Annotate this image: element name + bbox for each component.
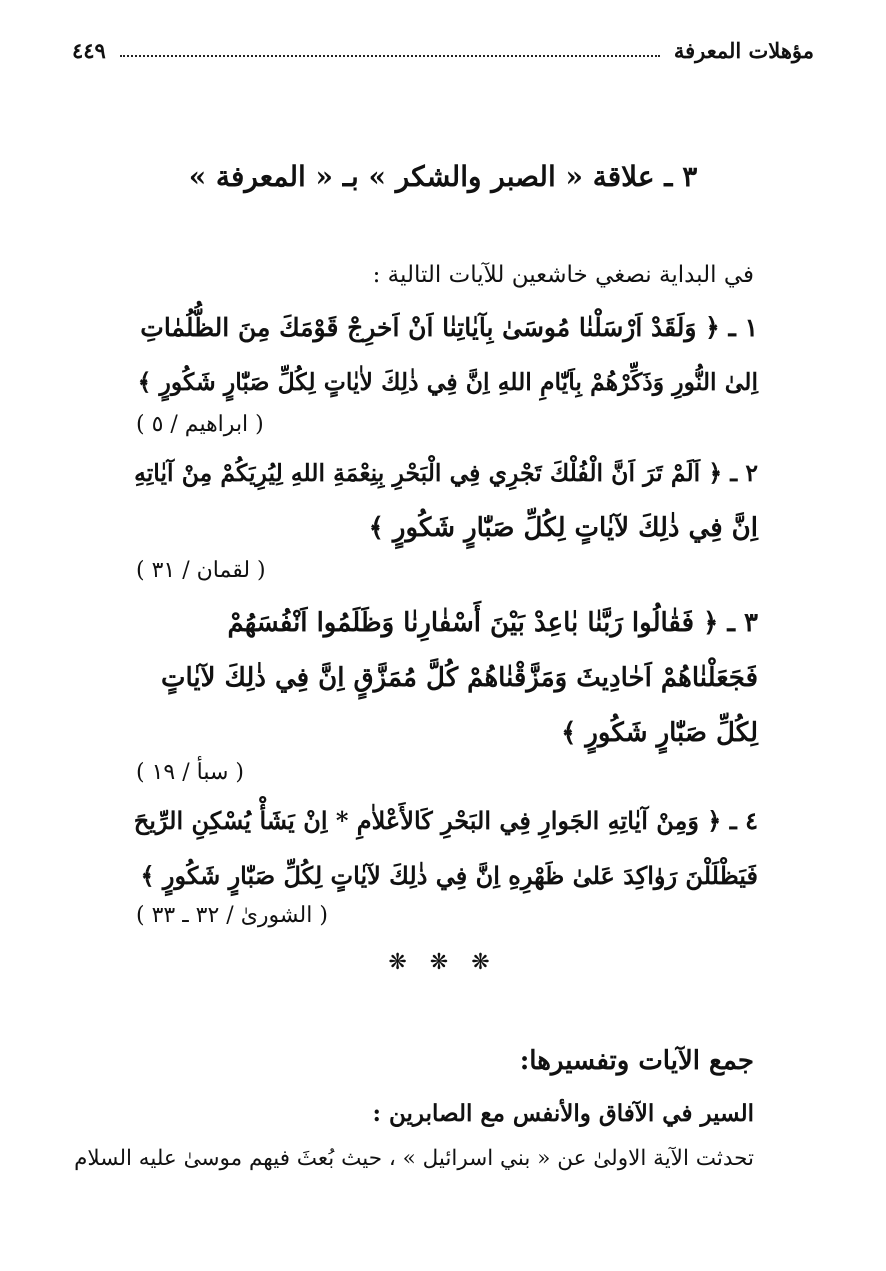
- verse-line: فَيَظْلَلْنَ رَوٰاكِدَ عَلىٰ ظَهْرِهِ اِنَّ فِي ذٰلِكَ لآيٰاتٍ لِكُلِّ صَبّٰارٍ شَكُورٍ ﴾: [140, 861, 758, 890]
- section-title: ٣ ـ علاقة « الصبر والشكر » بـ « المعرفة »: [188, 160, 698, 193]
- verse-3: [132, 596, 758, 761]
- verse-reference: ( ابراهيم / ٥ ): [136, 412, 264, 437]
- verse-1: [132, 300, 758, 410]
- verse-reference: ( سبأ / ١٩ ): [136, 760, 244, 785]
- verse-line: اِلىٰ النُّورِ وَذَكِّرْهُمْ بِاَيّٰامِ اللهِ اِنَّ فِي ذٰلِكَ لاٰيٰاتٍ لِكُلِّ صَبّٰارٍ شَكُورٍ ﴾: [137, 368, 758, 396]
- verse-2: [132, 446, 758, 556]
- leader-dots: [120, 43, 660, 57]
- running-header: [72, 32, 814, 68]
- page-number: ٤٤٩: [72, 37, 106, 63]
- heading: جمع الآيات وتفسيرها:: [519, 1046, 754, 1076]
- verse-line: فَجَعَلْنٰاهُمْ اَحٰادِيثَ وَمَزَّقْنٰاهُمْ كُلَّ مُمَزَّقٍ اِنَّ فِي ذٰلِكَ لآيٰاتٍ: [161, 663, 758, 693]
- body-paragraph: تحدثت الآية الاولىٰ عن « بني اسرائيل » ، حيث بُعثَ فيهم موسىٰ عليه السلام: [74, 1146, 754, 1171]
- subheading: السير في الآفاق والأنفس مع الصابرين :: [372, 1100, 754, 1127]
- verse-line: اِنَّ فِي ذٰلِكَ لآيٰاتٍ لِكُلِّ صَبّٰارٍ شَكُورٍ ﴾: [368, 513, 758, 543]
- verse-reference: ( الشورىٰ / ٣٢ ـ ٣٣ ): [136, 903, 328, 928]
- verse-line: ٣ ـ ﴿ فَقٰالُوا رَبَّنٰا بٰاعِدْ بَيْنَ أَسْفٰارِنٰا وَظَلَمُوا اَنْفُسَهُمْ: [227, 608, 758, 638]
- verse-line: لِكُلِّ صَبّٰارٍ شَكُورٍ ﴾: [561, 718, 758, 748]
- verse-line: ١ ـ ﴿ وَلَقَدْ اَرْسَلْنٰا مُوسَىٰ بِآيٰاتِنٰا اَنْ اَخرِجْ قَوْمَكَ مِنَ الظُّلُمٰاتِ: [140, 313, 758, 342]
- verse-reference: ( لقمان / ٣١ ): [136, 558, 266, 583]
- intro-text: في البداية نصغي خاشعين للآيات التالية :: [372, 262, 754, 288]
- verse-line: ٢ ـ ﴿ اَلَمْ تَرَ اَنَّ الْفُلْكَ تَجْرِي فِي الْبَحْرِ بِنِعْمَةِ اللهِ لِيُرِيَكُمْ مِنْ آيٰاتِهِ: [134, 459, 758, 487]
- section-separator: ❋ ❋ ❋: [388, 950, 498, 975]
- running-title: مؤهلات المعرفة: [673, 37, 814, 63]
- verse-4: [132, 793, 758, 903]
- verse-line: ٤ ـ ﴿ وَمِنْ آيٰاتِهِ الجَوارِ فِي البَحْرِ كَالأَعْلاٰمِ * اِنْ يَشَأْ يُسْكِنِ الرِّيحَ: [133, 806, 758, 835]
